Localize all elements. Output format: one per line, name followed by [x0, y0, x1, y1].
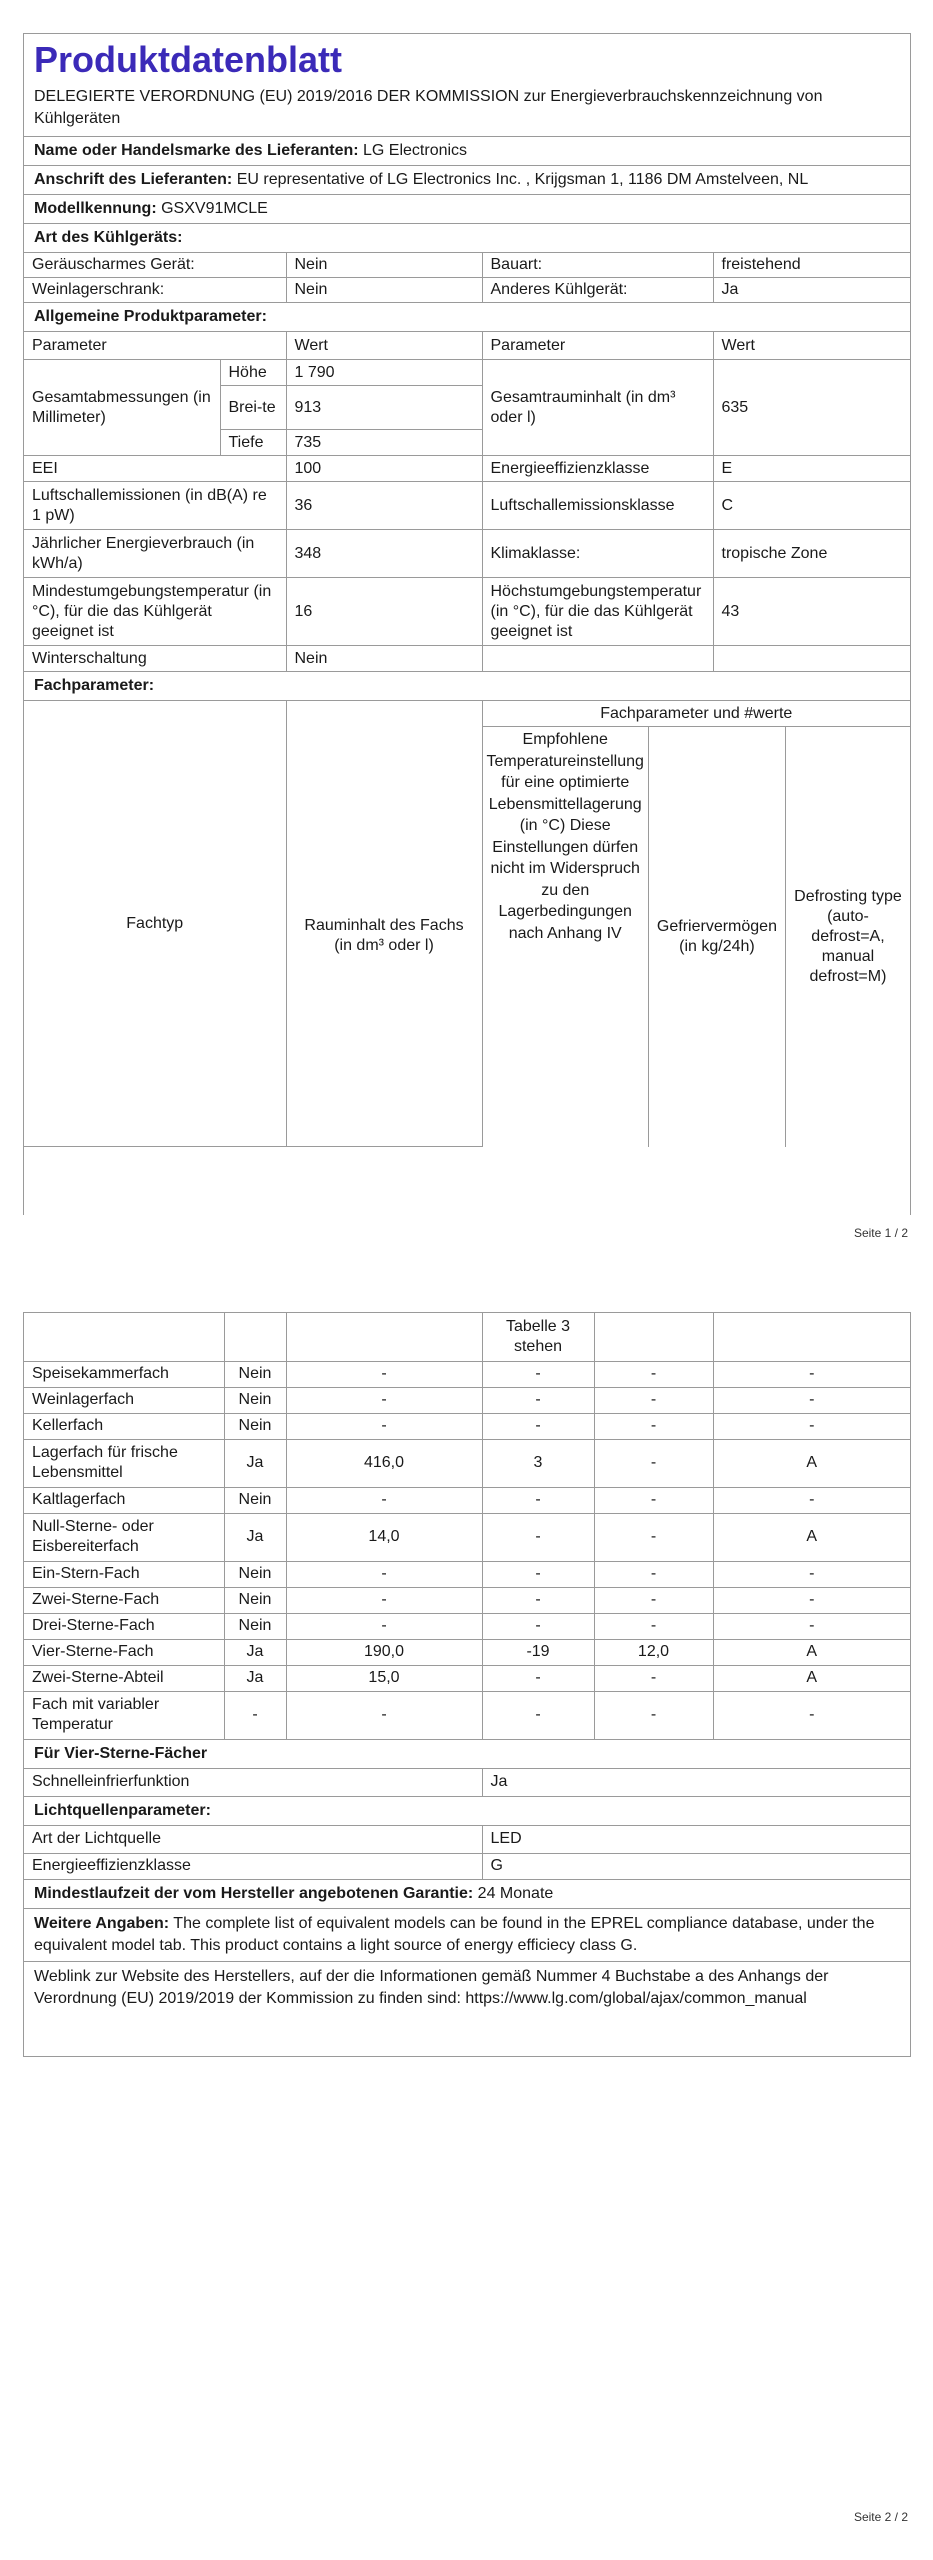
- compartment-table: [24, 1313, 910, 1740]
- compartment-name: Null-Sterne- oder Eisbereiterfach: [24, 1513, 224, 1561]
- col-freeze: Gefriervermögen (in kg/24h): [648, 727, 785, 1147]
- datasheet-page-2: [23, 1312, 911, 2057]
- compartment-volume: 15,0: [286, 1665, 482, 1691]
- compartment-freeze: -: [594, 1439, 713, 1487]
- four-star-table: Schnelleinfrierfunktion Ja: [24, 1768, 910, 1797]
- compartment-present: Ja: [224, 1513, 286, 1561]
- compartment-defrost: -: [713, 1691, 910, 1739]
- compartment-name: Kellerfach: [24, 1413, 224, 1439]
- further-info-value: The complete list of equivalent models can be found in the EPREL compliance database, under the equivalent model tab. This product contains a light source of energy efficiecy class G.: [34, 1914, 875, 1954]
- compartment-volume: -: [286, 1361, 482, 1387]
- appliance-type-heading: Art des Kühlgeräts:: [34, 229, 183, 246]
- warranty-value: 24 Monate: [477, 1884, 554, 1902]
- datasheet-page-1: [23, 33, 911, 1215]
- compartment-params-heading: Fachparameter:: [34, 677, 155, 694]
- compartment-freeze: -: [594, 1387, 713, 1413]
- compartment-temp: -: [482, 1387, 594, 1413]
- regulation-text: DELEGIERTE VERORDNUNG (EU) 2019/2016 DER KOMMISSION zur Energieverbrauchskennzeichnung von Kühlgeräten: [34, 88, 823, 127]
- col-temp: Empfohlene Temperatureinstellung für eine optimierte Lebensmittellagerung (in °C) Diese Einstellungen dürfen nicht im Widerspruch zu den Lagerbedingungen nach Anhang IV: [482, 727, 648, 1147]
- compartment-volume: 14,0: [286, 1513, 482, 1561]
- compartment-temp: -: [482, 1691, 594, 1739]
- compartment-present: Nein: [224, 1613, 286, 1639]
- table-row: [24, 1665, 910, 1691]
- table-row: [24, 1487, 910, 1513]
- page-number: Seite 2 / 2: [853, 2510, 908, 2524]
- table-row: [24, 1439, 910, 1487]
- light-source-heading: Lichtquellenparameter:: [34, 1801, 211, 1819]
- col-temp-continued: Tabelle 3 stehen: [482, 1313, 594, 1361]
- compartment-defrost: -: [713, 1487, 910, 1513]
- compartment-temp: -: [482, 1361, 594, 1387]
- compartment-name: Lagerfach für frische Lebensmittel: [24, 1439, 224, 1487]
- compartment-name: Ein-Stern-Fach: [24, 1561, 224, 1587]
- compartment-present: Nein: [224, 1413, 286, 1439]
- compartment-defrost: A: [713, 1665, 910, 1691]
- weblink-row: Weblink zur Website des Herstellers, auf der die Informationen gemäß Nummer 4 Buchstabe a des Anhangs der Verordnung (EU) 2019/2019 der Kommission zu finden sind: https://www.lg.com/global/ajax/common_manual: [34, 1967, 829, 2007]
- warranty-row: Mindestlaufzeit der vom Hersteller angebotenen Garantie: 24 Monate: [34, 1884, 554, 1902]
- table-row: [24, 1691, 910, 1739]
- table-row: Weinlagerschrank: Nein Anderes Kühlgerät: Ja: [24, 278, 910, 303]
- compartment-present: Nein: [224, 1587, 286, 1613]
- appliance-type-table: [24, 252, 910, 303]
- compartment-volume: -: [286, 1613, 482, 1639]
- compartment-volume: -: [286, 1387, 482, 1413]
- compartment-volume: 416,0: [286, 1439, 482, 1487]
- compartment-temp: -: [482, 1413, 594, 1439]
- page-number: Seite 1 / 2: [853, 1226, 908, 1240]
- compartment-defrost: -: [713, 1413, 910, 1439]
- compartment-header-table: [24, 700, 910, 1147]
- table-row: [24, 1613, 910, 1639]
- compartment-name: Fach mit variabler Temperatur: [24, 1691, 224, 1739]
- compartment-present: Ja: [224, 1639, 286, 1665]
- document-title: Produktdatenblatt: [34, 39, 343, 80]
- compartment-temp: -: [482, 1587, 594, 1613]
- compartment-temp: -: [482, 1561, 594, 1587]
- compartment-name: Zwei-Sterne-Fach: [24, 1587, 224, 1613]
- compartment-name: Weinlagerfach: [24, 1387, 224, 1413]
- compartment-defrost: -: [713, 1361, 910, 1387]
- compartment-freeze: -: [594, 1665, 713, 1691]
- compartment-present: Ja: [224, 1665, 286, 1691]
- table-row: [24, 1413, 910, 1439]
- compartment-present: -: [224, 1691, 286, 1739]
- col-fachtyp: Fachtyp: [24, 701, 286, 1147]
- compartment-temp: -: [482, 1613, 594, 1639]
- compartment-defrost: A: [713, 1639, 910, 1665]
- compartment-freeze: -: [594, 1561, 713, 1587]
- col-defrost: Defrosting type (auto-defrost=A, manual defrost=M): [785, 727, 910, 1147]
- compartment-name: Vier-Sterne-Fach: [24, 1639, 224, 1665]
- general-params-heading: Allgemeine Produktparameter:: [34, 308, 267, 325]
- compartment-present: Ja: [224, 1439, 286, 1487]
- compartment-present: Nein: [224, 1361, 286, 1387]
- compartment-volume: -: [286, 1587, 482, 1613]
- compartment-defrost: -: [713, 1587, 910, 1613]
- table-row: [24, 1561, 910, 1587]
- supplier-row: Name oder Handelsmarke des Lieferanten: LG Electronics: [34, 142, 468, 159]
- compartment-freeze: -: [594, 1413, 713, 1439]
- compartment-name: Kaltlagerfach: [24, 1487, 224, 1513]
- compartment-temp: -: [482, 1487, 594, 1513]
- dimensions-label: Gesamtabmessungen (in Millimeter): [24, 360, 220, 456]
- compartment-present: Nein: [224, 1387, 286, 1413]
- group-header: Fachparameter und #werte: [482, 701, 910, 727]
- compartment-freeze: -: [594, 1487, 713, 1513]
- compartment-volume: -: [286, 1487, 482, 1513]
- compartment-temp: -: [482, 1665, 594, 1691]
- four-star-heading: Für Vier-Sterne-Fächer: [34, 1744, 208, 1762]
- compartment-temp: 3: [482, 1439, 594, 1487]
- general-params-table: Parameter Wert Parameter Wert Gesamtabmessungen (in Millimeter) Höhe 1 790 Gesamtrauminhalt (in dm³ oder l) 635 Brei-te 913 Tiefe 735 EEI 100 Energieeffizienzklasse E Luftschallemissionen (in dB(A) re 1 pW) 36 Luftschallemissionsklasse C Jährlicher Energieverbrauch (in kWh/a) 348 Klimaklasse: tropische Zone Mindestumgebungstemperatur (in °C), für die das Kühlgerät geeignet ist 16 Höchstumgebungstemperatur (in °C), für die das Kühlgerät geeignet ist 43 Winterschaltung Nein: [24, 331, 910, 672]
- compartment-temp: -: [482, 1513, 594, 1561]
- model-value: GSXV91MCLE: [161, 200, 268, 217]
- compartment-present: Nein: [224, 1561, 286, 1587]
- compartment-freeze: -: [594, 1513, 713, 1561]
- compartment-present: Nein: [224, 1487, 286, 1513]
- table-row: [24, 1387, 910, 1413]
- compartment-freeze: -: [594, 1587, 713, 1613]
- supplier-value: LG Electronics: [363, 142, 468, 159]
- address-row: Anschrift des Lieferanten: EU representative of LG Electronics Inc. , Krijgsman 1, 1186 DM Amstelveen, NL: [34, 171, 809, 188]
- compartment-temp: -19: [482, 1639, 594, 1665]
- compartment-volume: -: [286, 1413, 482, 1439]
- table-row: Geräuscharmes Gerät: Nein Bauart: freistehend: [24, 253, 910, 278]
- compartment-freeze: -: [594, 1361, 713, 1387]
- compartment-freeze: -: [594, 1613, 713, 1639]
- compartment-volume: -: [286, 1561, 482, 1587]
- compartment-name: Drei-Sterne-Fach: [24, 1613, 224, 1639]
- col-volume: Rauminhalt des Fachs (in dm³ oder l): [286, 727, 482, 1147]
- light-source-table: Art der Lichtquelle LED Energieeffizienzklasse G: [24, 1825, 910, 1880]
- compartment-defrost: -: [713, 1561, 910, 1587]
- compartment-name: Zwei-Sterne-Abteil: [24, 1665, 224, 1691]
- compartment-defrost: A: [713, 1513, 910, 1561]
- table-row: [24, 1639, 910, 1665]
- table-row: [24, 1587, 910, 1613]
- compartment-freeze: 12,0: [594, 1639, 713, 1665]
- compartment-defrost: -: [713, 1387, 910, 1413]
- address-value: EU representative of LG Electronics Inc. , Krijgsman 1, 1186 DM Amstelveen, NL: [236, 171, 809, 188]
- compartment-defrost: -: [713, 1613, 910, 1639]
- compartment-volume: 190,0: [286, 1639, 482, 1665]
- further-info-row: Weitere Angaben: The complete list of equivalent models can be found in the EPREL compliance database, under the equivalent model tab. This product contains a light source of energy efficiecy class G.: [34, 1914, 875, 1954]
- table-row: [24, 1513, 910, 1561]
- table-row: [24, 1361, 910, 1387]
- compartment-defrost: A: [713, 1439, 910, 1487]
- compartment-freeze: -: [594, 1691, 713, 1739]
- compartment-volume: -: [286, 1691, 482, 1739]
- compartment-name: Speisekammerfach: [24, 1361, 224, 1387]
- model-row: Modellkennung: GSXV91MCLE: [34, 200, 268, 217]
